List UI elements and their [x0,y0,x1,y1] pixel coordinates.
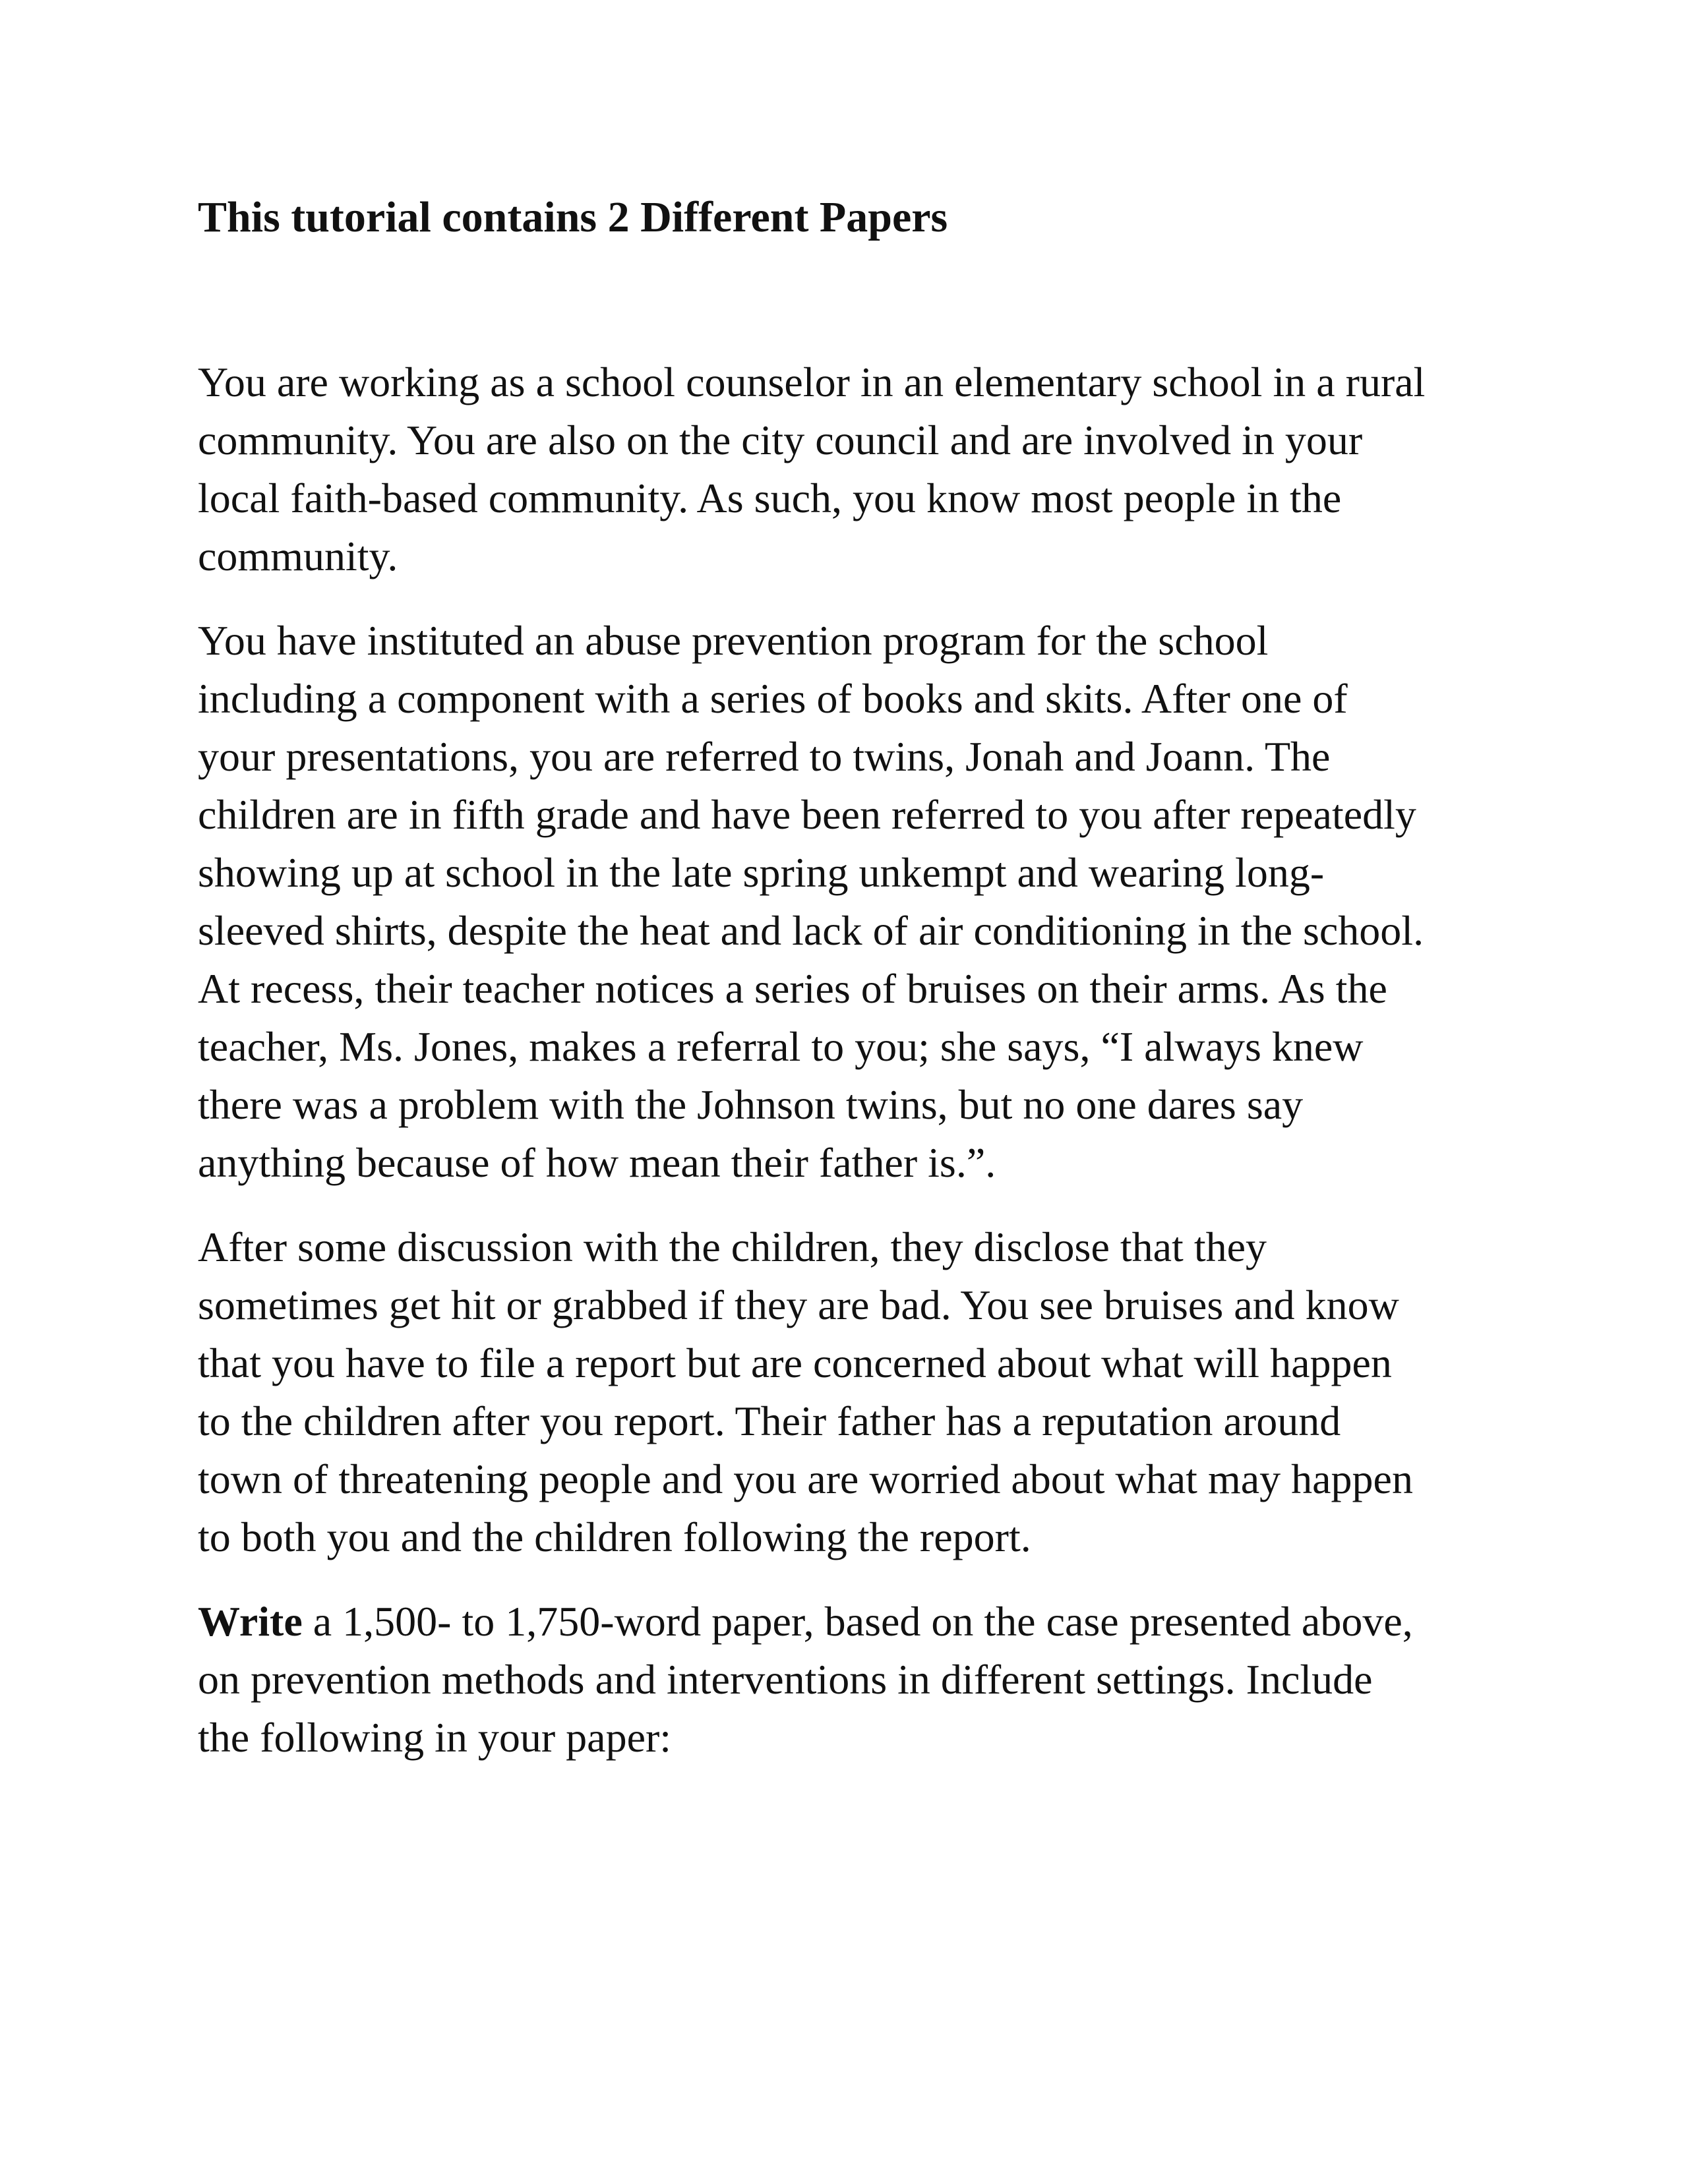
instruction-keyword: Write [198,1598,303,1645]
text-line: your presentations, you are referred to twins, Jonah and Joann. The [198,733,1331,780]
paragraph-scenario [198,353,1503,585]
text-line: You are working as a school counselor in an elementary school in a rural [198,359,1426,405]
paragraph-instruction [198,1593,1503,1767]
document-content [198,191,1503,1793]
text-line: including a component with a series of books and skits. After one of [198,675,1348,722]
text-line: town of threatening people and you are worried about what may happen [198,1456,1413,1502]
instruction-first-line-text: a 1,500- to 1,750-word paper, based on the case presented above, [302,1598,1413,1645]
text-line: local faith-based community. As such, you know most people in the [198,475,1342,521]
text-line: At recess, their teacher notices a series of bruises on their arms. As the [198,965,1387,1012]
text-line: After some discussion with the children, they disclose that they [198,1224,1267,1270]
text-line: sleeved shirts, despite the heat and lack of air conditioning in the school. [198,907,1424,954]
text-line: teacher, Ms. Jones, makes a referral to you; she says, “I always knew [198,1023,1364,1070]
paragraph-disclosure [198,1218,1503,1566]
text-line: that you have to file a report but are concerned about what will happen [198,1340,1392,1386]
text-line: showing up at school in the late spring unkempt and wearing long- [198,849,1325,896]
text-line: to the children after you report. Their father has a reputation around [198,1398,1341,1444]
text-line: community. [198,533,398,579]
text-line: the following in your paper: [198,1714,672,1761]
document-title: This tutorial contains 2 Different Papers [198,193,948,241]
text-line: children are in fifth grade and have been referred to you after repeatedly [198,791,1416,838]
text-line [198,1593,1503,1651]
text-line: on prevention methods and interventions in different settings. Include [198,1656,1373,1703]
text-line: anything because of how mean their father is.”. [198,1139,996,1186]
text-line: You have instituted an abuse prevention program for the school [198,617,1269,664]
text-line: sometimes get hit or grabbed if they are bad. You see bruises and know [198,1282,1399,1328]
paragraph-referral [198,612,1503,1192]
text-line: to both you and the children following the report. [198,1514,1031,1560]
text-line: community. You are also on the city council and are involved in your [198,417,1363,463]
text-line: there was a problem with the Johnson twins, but no one dares say [198,1081,1304,1128]
